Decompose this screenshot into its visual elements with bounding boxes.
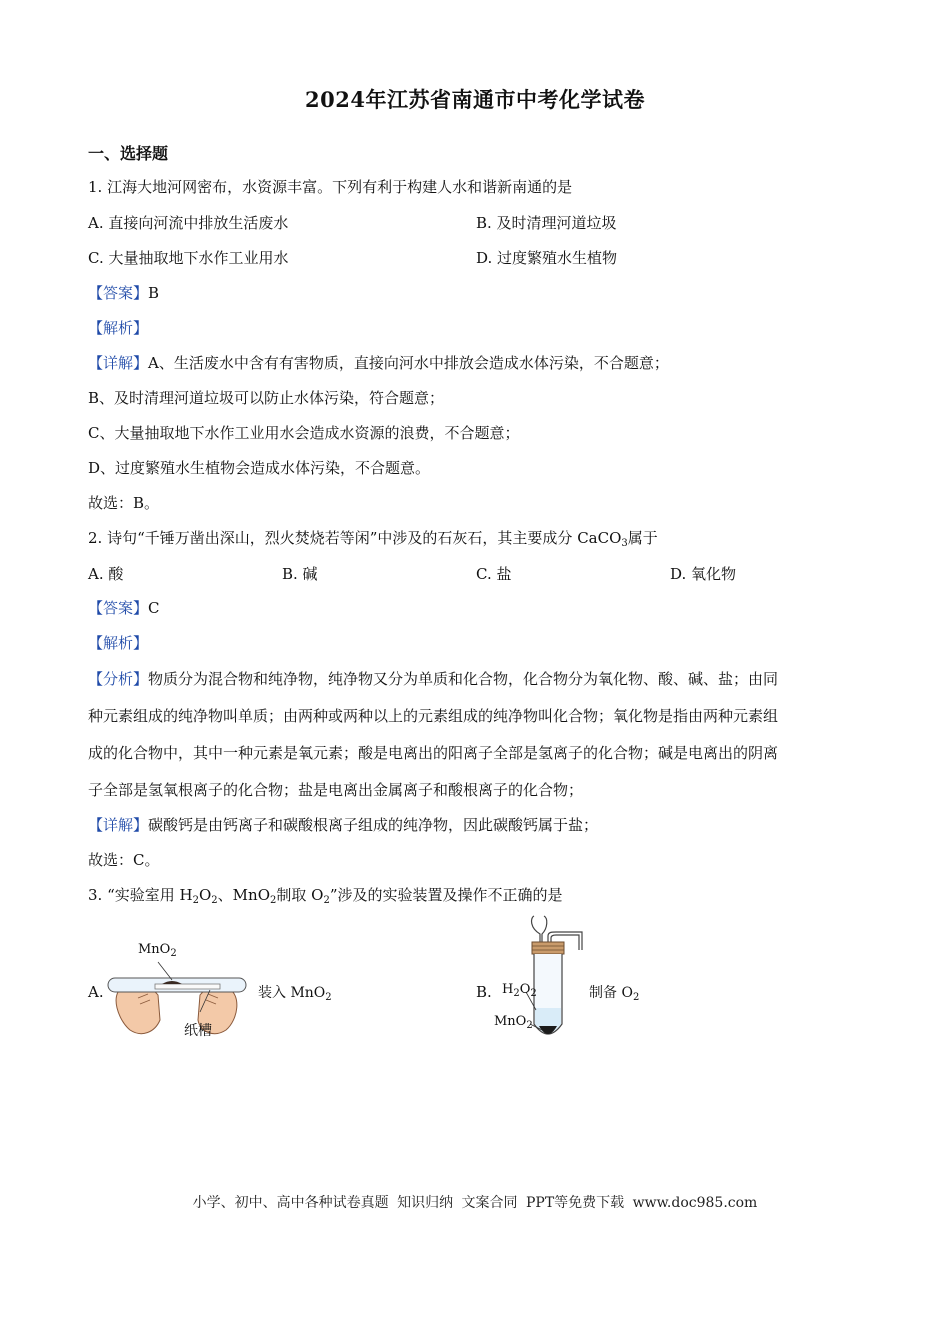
subscript: 2 <box>323 895 330 906</box>
test-tube-illustration <box>100 940 260 1040</box>
detail-text: 碳酸钙是由钙离子和碳酸根离子组成的纯净物，因此碳酸钙属于盐； <box>148 816 599 834</box>
q3-stem-part: 、MnO <box>217 886 270 904</box>
q2-choice: 故选：C。 <box>88 851 160 869</box>
analysis-tag: 【解析】 <box>88 319 149 337</box>
q2-option-c: C. 盐 <box>476 565 512 583</box>
page-footer: 小学、初中、高中各种试卷真题 知识归纳 文案合同 PPT等免费下载 www.doc985.com <box>192 1195 758 1211</box>
q2-analysis-line3: 成的化合物中，其中一种元素是氧元素；酸是电离出的阳离子全部是氢离子的化合物；碱是电离出的阴离 <box>88 744 779 762</box>
q1-detail-b: B、及时清理河道垃圾可以防止水体污染，符合题意； <box>88 389 445 407</box>
q2-analysis-line4: 子全部是氢氧根离子的化合物；盐是电离出金属离子和酸根离子的化合物； <box>88 781 584 799</box>
mno2-text: MnO <box>138 942 171 957</box>
q1-analysis-heading <box>88 318 148 338</box>
q2-detail <box>88 815 598 835</box>
caption-text: 装入 MnO <box>258 985 326 1001</box>
o2-generator-figure <box>490 912 600 1044</box>
q1-answer <box>88 283 159 303</box>
h2o2-label <box>502 982 537 999</box>
answer-value: B <box>148 284 160 302</box>
subscript: 2 <box>325 992 332 1003</box>
subscript: 2 <box>632 992 640 1003</box>
q2-answer <box>88 598 160 618</box>
q3-stem-part: ”涉及的实验装置及操作不正确的是 <box>329 886 563 904</box>
q1-option-b: B. 及时清理河道垃圾 <box>476 214 617 232</box>
q2-option-d: D. 氧化物 <box>670 565 737 583</box>
q1-option-d: D. 过度繁殖水生植物 <box>476 249 618 267</box>
q1-stem: 1. 江海大地河网密布，水资源丰富。下列有利于构建人水和谐新南通的是 <box>88 178 573 196</box>
analysis-text: 物质分为混合物和纯净物，纯净物又分为单质和化合物，化合物分为氧化物、酸、碱、盐；由同 <box>148 670 779 688</box>
caption-text: 制备 O <box>589 985 633 1001</box>
subscript: 2 <box>192 895 199 906</box>
section-heading: 一、选择题 <box>88 144 169 163</box>
subscript: 2 <box>530 988 537 999</box>
paper-trough-label: 纸槽 <box>184 1023 212 1039</box>
q1-option-a: A. 直接向河流中排放生活废水 <box>88 214 289 232</box>
q2-option-b: B. 碱 <box>282 565 318 583</box>
q3-stem-part: O <box>198 886 212 904</box>
q1-choice: 故选：B。 <box>88 494 160 512</box>
q1-option-c: C. 大量抽取地下水作工业用水 <box>88 249 289 267</box>
q2-stem-end: 属于 <box>627 529 658 547</box>
h2o2-h: H <box>502 982 514 997</box>
subscript: 2 <box>513 988 520 999</box>
answer-tag: 【答案】 <box>88 284 149 302</box>
q2-option-a: A. 酸 <box>88 565 124 583</box>
detail-tag: 【详解】 <box>88 354 149 372</box>
test-tube-hands-figure <box>100 940 260 1040</box>
q2-stem-text: 2. 诗句“千锤万凿出深山，烈火焚烧若等闲”中涉及的石灰石，其主要成分 CaCO <box>88 529 622 547</box>
q2-analysis-line2: 种元素组成的纯净物叫单质；由两种或两种以上的元素组成的纯净物叫化合物；氧化物是指由两种元素组 <box>88 707 779 725</box>
q2-analysis-line1 <box>88 669 778 689</box>
exam-title: 2024年江苏省南通市中考化学试卷 <box>305 87 645 112</box>
q3-stem-part: 3. “实验室用 H <box>88 886 193 904</box>
q2-analysis-heading <box>88 633 148 653</box>
q3-option-b-letter: B. <box>476 983 492 1001</box>
detail-text: A、生活废水中含有有害物质，直接向河水中排放会造成水体污染，不合题意； <box>148 354 669 372</box>
q3-option-a-letter: A. <box>88 983 104 1001</box>
q2-stem <box>88 528 658 554</box>
answer-tag: 【答案】 <box>88 599 149 617</box>
mno2-label <box>138 942 177 959</box>
h2o2-o: O <box>519 982 531 997</box>
q1-detail <box>88 353 669 373</box>
subscript: 2 <box>526 1020 533 1031</box>
subscript: 2 <box>211 895 218 906</box>
q3-option-a-caption <box>258 982 332 1003</box>
q1-detail-d: D、过度繁殖水生植物会造成水体污染，不合题意。 <box>88 459 431 477</box>
subscript: 3 <box>621 538 628 549</box>
analysis-head-tag: 【分析】 <box>88 670 149 688</box>
q3-stem-part: 制取 O <box>276 886 324 904</box>
analysis-tag: 【解析】 <box>88 634 149 652</box>
q3-option-b-caption <box>589 982 639 1003</box>
detail-tag: 【详解】 <box>88 816 149 834</box>
q1-detail-c: C、大量抽取地下水作工业用水会造成水资源的浪费，不合题意； <box>88 424 520 442</box>
mno2-text: MnO <box>494 1014 527 1029</box>
mno2-label <box>494 1014 533 1031</box>
q3-stem <box>88 885 563 911</box>
answer-value: C <box>148 599 160 617</box>
subscript: 2 <box>170 948 177 959</box>
subscript: 2 <box>270 895 277 906</box>
